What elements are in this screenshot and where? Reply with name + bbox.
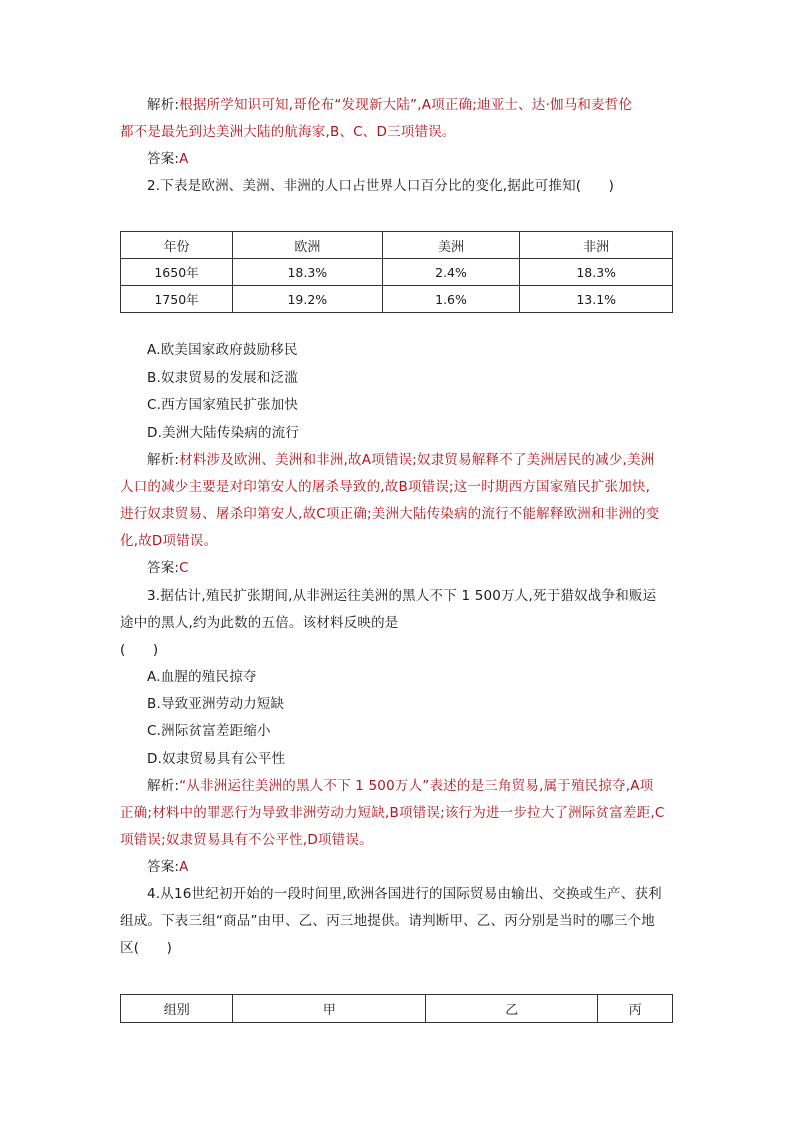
goods-table [120,994,673,1023]
table-row [121,286,673,313]
q3-option-d: D.奴隶贸易具有公平性 [147,751,286,767]
answer-value: C [179,560,189,576]
table-header-cell: 非洲 [520,232,673,259]
explanation-label: 解析: [147,452,180,468]
explanation-text: 材料涉及欧洲、美洲和非洲,故A项错误;奴隶贸易解释不了美洲居民的减少,美洲 [179,452,655,468]
answer-value: A [179,151,189,167]
table-cell: 19.2% [233,286,383,313]
explanation-2-line-1 [147,451,654,469]
table-cell: 1.6% [382,286,520,313]
explanation-3-line-1 [147,777,653,795]
table-header-cell: 甲 [233,995,426,1023]
explanation-3-line-2: 正确;材料中的罪恶行为导致非洲劳动力短缺,B项错误;该行为进一步拉大了洲际贫富差距,C [120,805,665,821]
table-header-cell: 乙 [426,995,598,1023]
q2-option-c: C.西方国家殖民扩张加快 [147,397,299,413]
explanation-label: 解析: [147,778,180,794]
explanation-3-line-3: 项错误;奴隶贸易具有不公平性,D项错误。 [120,832,373,848]
question-2-stem: 2.下表是欧洲、美洲、非洲的人口占世界人口百分比的变化,据此可推知( ) [147,178,615,194]
answer-label: 答案: [147,859,180,875]
table-header-row [121,232,673,259]
explanation-2-line-4: 化,故D项错误。 [120,533,218,549]
question-4-line-1: 4.从16世纪初开始的一段时间里,欧洲各国进行的国际贸易由输出、交换或生产、获利 [147,886,662,902]
explanation-2-line-2: 人口的减少主要是对印第安人的屠杀导致的,故B项错误;这一时期西方国家殖民扩张加快, [120,479,651,495]
table-cell: 18.3% [233,259,383,286]
answer-value: A [179,859,189,875]
q2-option-a: A.欧美国家政府鼓励移民 [147,342,298,358]
answer-2 [147,559,189,577]
q3-option-b: B.导致亚洲劳动力短缺 [147,696,285,712]
q2-option-b: B.奴隶贸易的发展和泛滥 [147,370,298,386]
question-3-line-2: 途中的黑人,约为此数的五倍。该材料反映的是 [120,615,399,631]
table-header-cell: 美洲 [382,232,520,259]
table-cell: 13.1% [520,286,673,313]
answer-label: 答案: [147,151,180,167]
table-header-cell: 丙 [598,995,673,1023]
explanation-label: 解析: [147,97,180,113]
question-4-line-2: 组成。下表三组“商品”由甲、乙、丙三地提供。请判断甲、乙、丙分别是当时的哪三个地 [120,913,655,929]
table-cell: 1750年 [121,286,233,313]
q2-option-d: D.美洲大陆传染病的流行 [147,425,300,441]
explanation-text: “从非洲运往美洲的黑人不下 1 500万人”表述的是三角贸易,属于殖民掠夺,A项 [179,778,654,794]
explanation-2-line-3: 进行奴隶贸易、屠杀印第安人,故C项正确;美洲大陆传染病的流行不能解释欧洲和非洲的变 [120,506,660,522]
answer-1 [147,150,189,168]
table-header-cell: 年份 [121,232,233,259]
explanation-1-line-2: 都不是最先到达美洲大陆的航海家,B、C、D三项错误。 [120,124,456,140]
explanation-text: 根据所学知识可知,哥伦布“发现新大陆”,A项正确;迪亚士、达·伽马和麦哲伦 [179,97,633,113]
table-row [121,259,673,286]
question-3-line-1: 3.据估计,殖民扩张期间,从非洲运往美洲的黑人不下 1 500万人,死于猎奴战争和贩运 [147,588,657,604]
explanation-1-line-1 [147,96,632,114]
table-header-row [121,995,673,1023]
table-header-cell: 欧洲 [233,232,383,259]
q3-option-c: C.洲际贫富差距缩小 [147,723,271,739]
q3-option-a: A.血腥的殖民掠夺 [147,669,257,685]
answer-label: 答案: [147,560,180,576]
table-header-cell: 组别 [121,995,233,1023]
table-cell: 1650年 [121,259,233,286]
answer-3 [147,858,189,876]
population-table [120,231,673,313]
table-cell: 18.3% [520,259,673,286]
table-cell: 2.4% [382,259,520,286]
question-4-line-3: 区( ) [120,940,173,956]
question-3-line-3: ( ) [120,642,159,658]
